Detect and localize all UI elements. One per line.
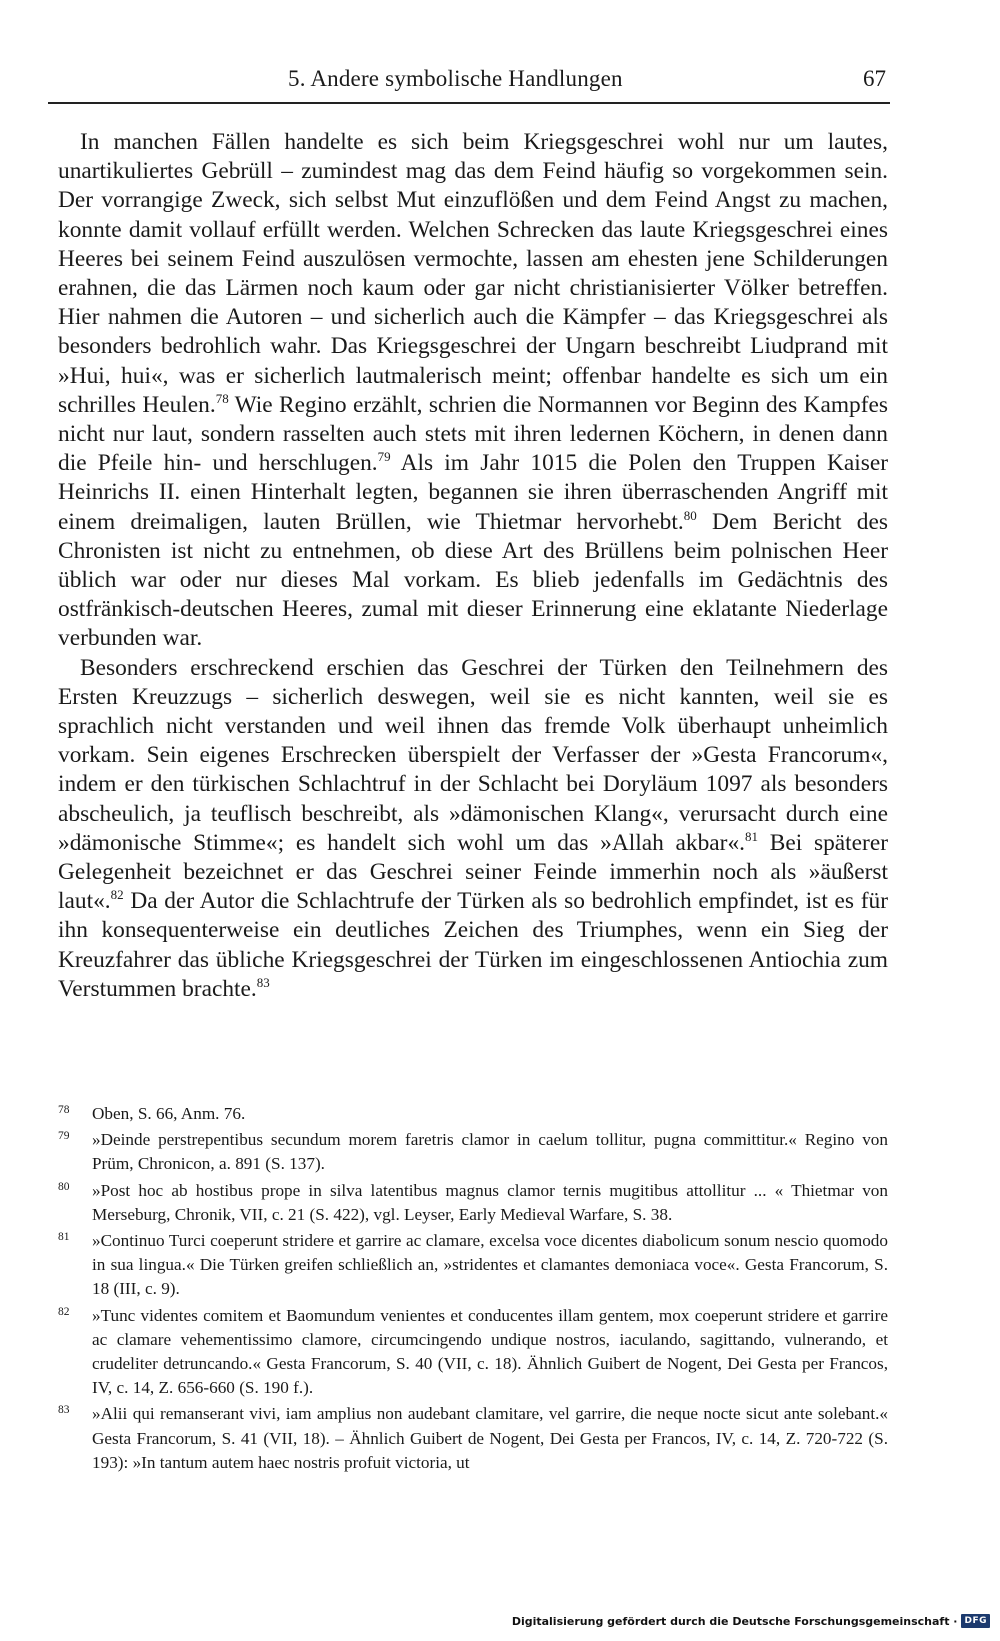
text-run: Dem Bericht des Chronisten ist nicht zu entnehmen, ob diese Art des Brüllens beim polnischen Heer üblich war oder nur dieses Mal vorkam. Es blieb jedenfalls im Gedächtnis des ostfränkisch-deutschen Heeres, zumal mit dieser Erinnerung eine eklatante Niederlage verbunden war. — [58, 508, 888, 652]
text-run: In manchen Fällen handelte es sich beim Kriegsgeschrei wohl nur um lautes, unartikuliertes Gebrüll – zumindest mag das dem Feind häufig so vorgekommen sein. Der vorrangige Zweck, sich selbst Mut einzuflößen und dem Feind Angst zu machen, konnte damit vollauf erfüllt werden. Welchen Schrecken das laute Kriegsgeschrei eines Heeres bei seinem Feind auszulösen vermochte, lassen am ehesten jene Schilderungen erahnen, die das Lärmen noch kaum oder gar nicht christianisierter Völker betreffen. Hier nahmen die Autoren – und sicherlich auch die Kämpfer – das Kriegsgeschrei als besonders bedrohlich wahr. Das Kriegsgeschrei der Ungarn beschreibt Liudprand mit »Hui, hui«, was er sicherlich lautmalerisch meint; offenbar handelte es sich um ein schrilles Heulen. — [58, 129, 888, 418]
footnote — [58, 1179, 888, 1227]
footnote-text: »Continuo Turci coeperunt stridere et garrire ac clamare, excelsa voce dicentes diabolicum sonum nescio quomodo in sua lingua.« Die Türken greifen schließlich an, »stridentes et clamantes demoniaca voce«. Gesta Francorum, S. 18 (III, c. 9). — [92, 1231, 888, 1299]
footnote-number: 82 — [58, 1305, 70, 1318]
footnote — [58, 1128, 888, 1176]
footnote-ref[interactable]: 79 — [377, 449, 391, 465]
footnote-ref[interactable]: 78 — [215, 391, 229, 407]
text-run: Als im Jahr 1015 die Polen den Truppen Kaiser Heinrichs II. einen Hinterhalt legten, begannen sie ihren überraschenden Angriff mit einem dreimaligen, lauten Brüllen, wie Thietmar hervorhebt. — [58, 450, 888, 535]
footnote-text: »Deinde perstrepentibus secundum morem faretris clamor in caelum tollitur, pugna committitur.« Regino von Prüm, Chronicon, a. 891 (S. 137). — [92, 1130, 888, 1174]
text-run: Bei späterer Gelegenheit bezeichnet er das Geschrei seiner Feinde immerhin noch als »äußerst laut«. — [58, 829, 888, 915]
text-run: Wie Regino erzählt, schrien die Normannen vor Beginn des Kampfes nicht nur laut, sondern rasselten auch stets mit ihren ledernen Köchern, in denen dann die Pfeile hin- und herschlugen. — [58, 391, 888, 477]
credit-text: Digitalisierung gefördert durch die Deutsche Forschungsgemeinschaft · — [511, 1614, 958, 1628]
running-title: 5. Andere symbolische Handlungen — [288, 66, 623, 91]
running-header — [48, 62, 890, 104]
footnote-text: Oben, S. 66, Anm. 76. — [92, 1104, 246, 1123]
footnote-number: 80 — [58, 1180, 70, 1193]
text-run: Da der Autor die Schlachtrufe der Türken als so bedrohlich empfindet, ist es für ihn konsequenterweise ein deutliches Zeichen des Triumphes, wenn ein Sieg der Kreuzfahrer das übliche Kriegsgeschrei der Türken im eingeschlossenen Antiochia zum Verstummen brachte. — [58, 888, 888, 1002]
paragraph — [58, 654, 888, 1004]
page-number: 67 — [863, 66, 886, 91]
footnote-number: 78 — [58, 1104, 70, 1116]
footnote-text: »Post hoc ab hostibus prope in silva latentibus magnus clamor ternis mugitibus attollitur ... « Thietmar von Merseburg, Chronik, VII, c. 21 (S. 422), vgl. Leyser, Early Medieval Warfare, S. 38. — [92, 1180, 888, 1224]
footnote-ref[interactable]: 81 — [745, 829, 759, 845]
footnote — [58, 1402, 888, 1475]
footnote — [58, 1102, 888, 1126]
footnote-number: 81 — [58, 1231, 70, 1244]
digitization-credit — [512, 1611, 990, 1631]
footnote — [58, 1229, 888, 1302]
footnote — [58, 1304, 888, 1401]
footnote-number: 79 — [58, 1130, 70, 1143]
footnote-ref[interactable]: 83 — [256, 975, 270, 991]
text-run: Besonders erschreckend erschien das Geschrei der Türken den Teilnehmern des Ersten Kreuzzugs – sicherlich deswegen, weil sie es nicht kannten, weil sie es sprachlich nicht verstanden und weil ihnen das fremde Volk überhaupt unheimlich vorkam. Sein eigenes Erschrecken überspielt der Verfasser der »Gesta Francorum«, indem er den türkischen Schlachtruf in der Schlacht bei Doryläum 1097 als besonders abscheulich, ja teuflisch beschreibt, als »dämonischen Klang«, verursacht durch eine »dämonische Stimme«; es handelt sich wohl um das »Allah akbar«. — [58, 654, 888, 856]
footnote-text: »Alii qui remanserant vivi, iam amplius non audebant clamitare, vel garrire, die neque nocte sicut ante solebant.« Gesta Francorum, S. 41 (VII, 18). – Ähnlich Guibert de Nogent, Dei Gesta per Francos, IV, c. 14, Z. 720-722 (S. 193): »In tantum autem haec nostris profuit victoria, ut — [92, 1404, 888, 1472]
footnote-text: »Tunc videntes comitem et Baomundum venientes et conducentes illam gentem, mox coeperunt stridere et garrire ac clamare vehementissimo clamore, circumcingendo undique nostros, iaculando, sagittando, vulnerando, et crudeliter detruncando.« Gesta Francorum, S. 40 (VII, c. 18). Ähnlich Guibert de Nogent, Dei Gesta per Francos, IV, c. 14, Z. 656-660 (S. 190 f.). — [92, 1305, 888, 1398]
footnotes — [58, 1102, 888, 1477]
dfg-logo-icon: DFG — [961, 1614, 990, 1628]
footnote-ref[interactable]: 82 — [110, 887, 124, 903]
main-text — [58, 128, 888, 1004]
footnote-ref[interactable]: 80 — [683, 507, 697, 523]
footnote-number: 83 — [58, 1404, 70, 1417]
paragraph — [58, 128, 888, 654]
